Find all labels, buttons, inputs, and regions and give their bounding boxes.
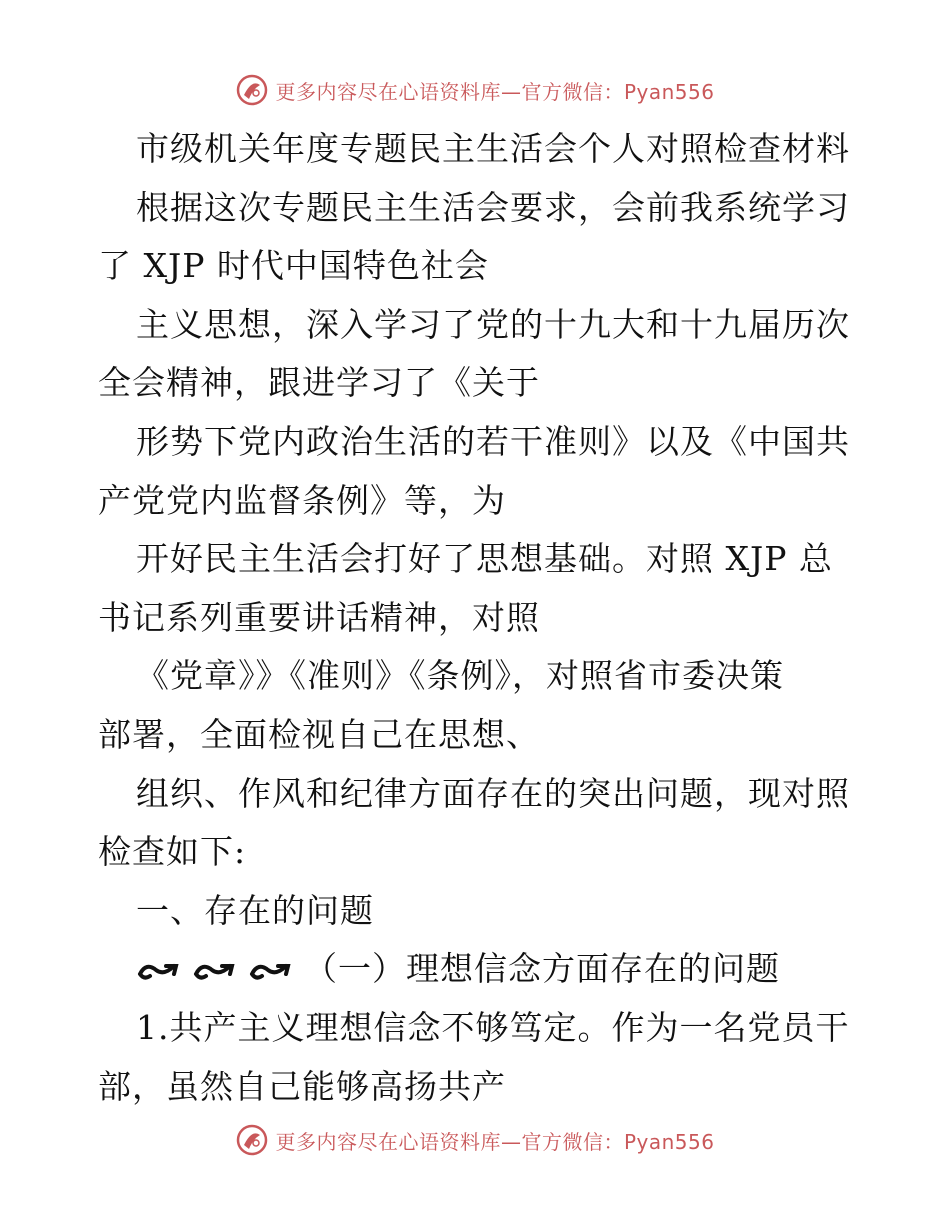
watermark-banner-top (0, 70, 950, 110)
watermark-banner-bottom (0, 1120, 950, 1160)
paragraph-line: 全会精神，跟进学习了《关于 (98, 363, 540, 403)
paragraph-line: 根据这次专题民主生活会要求，会前我系统学习 (136, 187, 850, 227)
scroll-ornament-icon (136, 940, 192, 999)
paragraph-line: 部署，全面检视自己在思想、 (98, 714, 540, 754)
paragraph-line: 了 XJP 时代中国特色社会 (98, 246, 489, 286)
subsection-heading: （一）理想信念方面存在的问题 (304, 949, 780, 989)
scroll-ornament-icon (192, 940, 248, 999)
logo-icon (235, 73, 269, 107)
scroll-ornament-icon (248, 940, 304, 999)
paragraph-line: 组织、作风和纪律方面存在的突出问题，现对照 (136, 773, 850, 813)
paragraph-line: 1.共产主义理想信念不够笃定。作为一名党员干 (136, 1007, 850, 1047)
watermark-text: 更多内容尽在心语资料库—官方微信：Pyan556 (275, 1129, 715, 1154)
document-body (98, 120, 858, 1116)
paragraph-line: 书记系列重要讲话精神，对照 (98, 597, 540, 637)
paragraph-line: 开好民主生活会打好了思想基础。对照 XJP 总 (136, 539, 833, 579)
subsection-heading-row (98, 940, 858, 999)
paragraph-line: 《党章》》《准则》《条例》，对照省市委决策 (136, 656, 784, 696)
paragraph-line: 形势下党内政治生活的若干准则》以及《中国共 (136, 421, 850, 461)
paragraph-line: 主义思想，深入学习了党的十九大和十九届历次 (136, 304, 850, 344)
paragraph-line: 检查如下: (98, 832, 247, 872)
section-heading: 一、存在的问题 (136, 890, 374, 930)
document-title: 市级机关年度专题民主生活会个人对照检查材料 (136, 129, 850, 168)
paragraph-line: 产党党内监督条例》等，为 (98, 480, 506, 520)
paragraph-line: 部，虽然自己能够高扬共产 (98, 1066, 506, 1106)
watermark-text: 更多内容尽在心语资料库—官方微信：Pyan556 (275, 79, 715, 104)
logo-icon (235, 1123, 269, 1157)
